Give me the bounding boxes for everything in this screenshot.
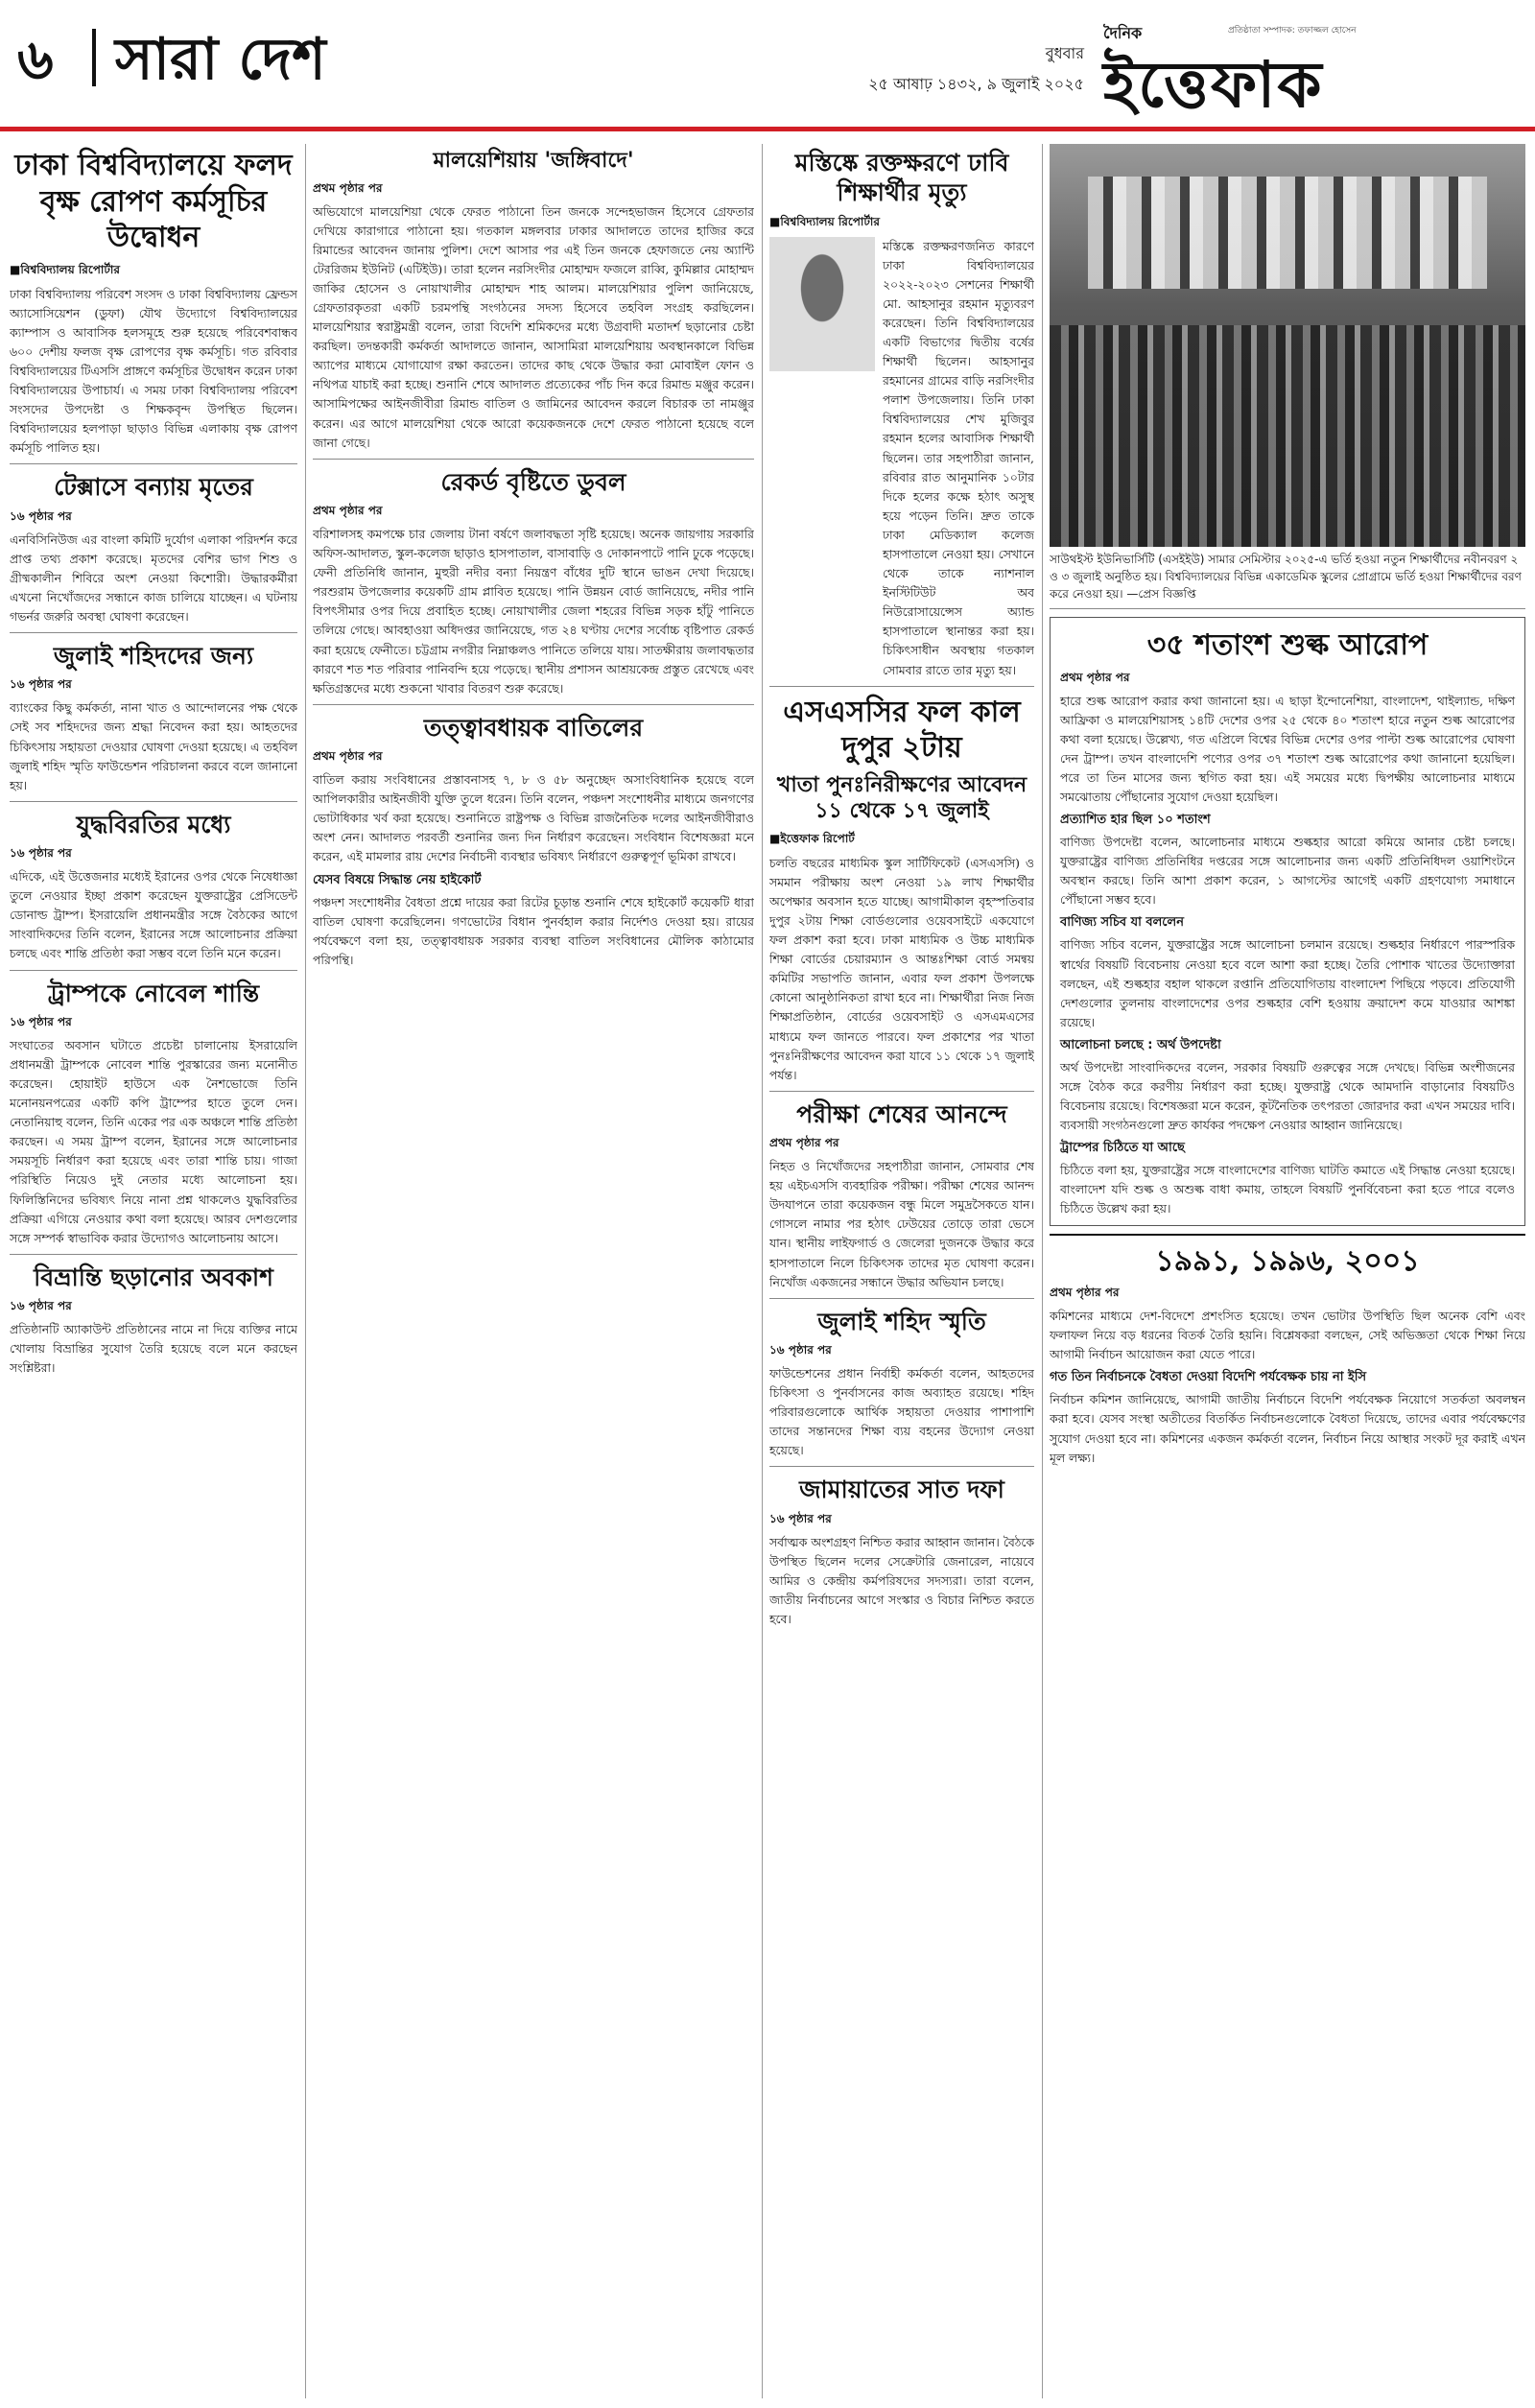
story-body: সংঘাতের অবসান ঘটাতে প্রচেষ্টা চালানোয় ইসরায়েলি প্রধানমন্ত্রী ট্রাম্পকে নোবেল শান্তি পুরস্কারের জন্য মনোনীত করেছেন। হোয়াইট হাউসে এক নৈশভোজে তিনি মনোনয়নপত্রের একটি কপি ট্রাম্পের হাতে তুলে দেন। নেতানিয়াহু বলেন, তিনি একের পর এক অঞ্চলে শান্তি প্রতিষ্ঠা করছেন। এ সময় ট্রাম্প বলেন, ইরানের সঙ্গে আলোচনার সময়সূচি নির্ধারণ করা হয়েছে এবং তারা শান্তি চায়। গাজা পরিস্থিতি নিয়েও দুই নেতার মধ্যে আলোচনা হয়। ফিলিস্তিনিদের ভবিষ্যৎ নিয়ে নানা প্রশ্ন থাকলেও যুদ্ধবিরতির প্রক্রিয়া এগিয়ে নেওয়ার কথা বলা হয়েছে। আরব দেশগুলোর সঙ্গে সম্পর্ক স্বাভাবিক করার উদ্যোগও আলোচনায় আসে। — [10, 1037, 297, 1245]
headline: তত্ত্বাবধায়ক বাতিলের — [423, 713, 644, 742]
event-photo — [1050, 144, 1525, 547]
story-july-martyrs — [10, 641, 297, 802]
column-rule — [1042, 144, 1043, 2398]
page-number: ৬ — [17, 27, 54, 92]
date: ২৫ আষাঢ় ১৪৩২, ৯ জুলাই ২০২৫ — [868, 75, 1084, 93]
logo-small-text: দৈনিক — [1103, 24, 1143, 42]
column-3 — [769, 144, 1034, 2398]
byline: ■ বিশ্ববিদ্যালয় রিপোর্টার — [769, 214, 1034, 233]
story-malaysia-militancy — [313, 148, 754, 460]
subhead: গত তিন নির্বাচনকে বৈধতা দেওয়া বিদেশি পর্যবেক্ষক চায় না ইসি — [1050, 1370, 1367, 1385]
story-record-rain — [313, 467, 754, 705]
photo-stage — [1088, 177, 1488, 290]
story-body-2: পঞ্চদশ সংশোধনীর বৈধতা প্রশ্নে দায়ের করা রিটের চূড়ান্ত শুনানি শেষে হাইকোর্ট কয়েকটি ধারা বাতিল ঘোষণা করেছিলেন। গণভোটের বিধান পুনর্বহাল করার নির্দেশও দেওয়া হয়। রায়ের পর্যবেক্ষণে বলা হয়, তত্ত্বাবধায়ক সরকার ব্যবস্থা বাতিল সংবিধানের মৌলিক কাঠামোর পরিপন্থি। — [313, 894, 754, 967]
column-rule — [762, 144, 763, 2398]
story-body-5: চিঠিতে বলা হয়, যুক্তরাষ্ট্রের সঙ্গে বাংলাদেশের বাণিজ্য ঘাটতি কমাতে এই সিদ্ধান্ত নেওয়া হয়েছে। বাংলাদেশ যদি শুল্ক ও অশুল্ক বাধা কমায়, তাহলে বিষয়টি পুনর্বিবেচনা করা হতে পারে বলেও চিঠিতে উল্লেখ করা হয়। — [1060, 1163, 1515, 1216]
continued-from: প্রথম পৃষ্ঠার পর — [313, 503, 383, 517]
story-body: চলতি বছরের মাধ্যমিক স্কুল সার্টিফিকেট (এসএসসি) ও সমমান পরীক্ষায় অংশ নেওয়া ১৯ লাখ শিক্ষার্থীর অপেক্ষার অবসান হতে যাচ্ছে। আগামীকাল বৃহস্পতিবার দুপুর ২টায় শিক্ষা বোর্ডগুলোর ওয়েবসাইটে একযোগে ফল প্রকাশ করা হবে। ঢাকা মাধ্যমিক ও উচ্চ মাধ্যমিক শিক্ষা বোর্ডের চেয়ারম্যান ও আন্তঃশিক্ষা বোর্ড সমন্বয় কমিটির সভাপতি জানান, এবার ফল প্রকাশ উপলক্ষে কোনো আনুষ্ঠানিকতা রাখা হবে না। শিক্ষার্থীরা নিজ নিজ শিক্ষাপ্রতিষ্ঠান, বোর্ডের ওয়েবসাইট ও এসএমএসের মাধ্যমে ফল জানতে পারবে। ফল প্রকাশের পর খাতা পুনঃনিরীক্ষণের আবেদন করা যাবে ১১ থেকে ১৭ জুলাই পর্যন্ত। — [769, 855, 1034, 1082]
story-body-3: বাণিজ্য সচিব বলেন, যুক্তরাষ্ট্রের সঙ্গে আলোচনা চলমান রয়েছে। শুল্কহার নির্ধারণে পারস্পরিক স্বার্থের বিষয়টি বিবেচনায় নেওয়া হবে বলে আশা করা হচ্ছে। তৈরি পোশাক খাতের উদ্যোক্তারা বলছেন, এই শুল্কহার বহাল থাকলে রপ্তানি প্রতিযোগিতায় বাংলাদেশ পিছিয়ে পড়বে। প্রতিযোগী দেশগুলোর তুলনায় বাংলাদেশের ওপর শুল্কহার বেশি হওয়ায় ক্রয়াদেশ কমে যাওয়ার আশঙ্কা রয়েছে। — [1060, 937, 1515, 1029]
story-body: ব্যাংকের কিছু কর্মকর্তা, নানা খাত ও আন্দোলনের পক্ষ থেকে সেই সব শহিদদের জন্য শ্রদ্ধা নিবেদন করা হয়। আহতদের চিকিৎসায় সহায়তা দেওয়ার ঘোষণা দেওয়া হয়েছে। এ তহবিল জুলাই শহিদ স্মৃতি ফাউন্ডেশন পরিচালনা করবে বলে জানানো হয়। — [10, 700, 297, 792]
headline: পরীক্ষা শেষের আনন্দে — [796, 1099, 1007, 1128]
story-body: হারে শুল্ক আরোপ করার কথা জানানো হয়। এ ছাড়া ইন্দোনেশিয়া, বাংলাদেশ, থাইল্যান্ড, দক্ষিণ আফ্রিকা ও মালয়েশিয়াসহ ১৪টি দেশের ওপর ২৫ থেকে ৪০ শতাংশ হারে নতুন শুল্ক আরোপের কথা বলা হয়েছে। উল্লেখ্য, গত এপ্রিলে বিশ্বের বিভিন্ন দেশের ওপর পাল্টা শুল্ক আরোপের ঘোষণা দেন ট্রাম্প। তখন বাংলাদেশি পণ্যের ওপর ৩৭ শতাংশ শুল্ক আরোপের কথা জানানো হয়েছিল। পরে তা তিন মাসের জন্য স্থগিত করা হয়। এই সময়ের মধ্যে দ্বিপক্ষীয় আলোচনার মাধ্যমে সমঝোতায় পৌঁছানোর সুযোগ দেওয়া হয়েছিল। — [1060, 693, 1515, 804]
story-trump-nobel — [10, 979, 297, 1255]
masthead-red-rule — [0, 127, 1535, 131]
story-body: অভিযোগে মালয়েশিয়া থেকে ফেরত পাঠানো তিন জনকে সন্দেহভাজন হিসেবে গ্রেফতার দেখিয়ে কারাগারে পাঠানো হয়। গতকাল মঙ্গলবার ঢাকার আদালতে তাদের হাজির করে রিমান্ডের আবেদন জানায় পুলিশ। দেশে আসার পর এই তিন জনকে হেফাজতে নেয় অ্যান্টি টেররিজম ইউনিট (এটিইউ)। তারা হলেন নরসিংদীর মোহাম্মদ ফজলে রাব্বি, কুমিল্লার মোহাম্মদ জাকির হোসেন ও নোয়াখালীর মোহাম্মদ শাহ আলম। মালয়েশিয়ার পুলিশ জানিয়েছে, গ্রেফতারকৃতরা একটি চরমপন্থি সংগঠনের সদস্য হিসেবে তহবিল সংগ্রহ করছিলেন। মালয়েশিয়ার স্বরাষ্ট্রমন্ত্রী বলেন, তারা বিদেশি শ্রমিকদের মধ্যে উগ্রবাদী মতাদর্শ ছড়ানোর চেষ্টা করছিল। তদন্তকারী কর্মকর্তা আদালতে জানান, আসামিরা মালয়েশিয়ায় অবস্থানকালে বিভিন্ন অ্যাপের মাধ্যমে যোগাযোগ রক্ষা করতেন। তাদের কাছ থেকে উদ্ধার করা মোবাইল ফোন ও নথিপত্র যাচাই করা হচ্ছে। শুনানি শেষে আদালত প্রত্যেকের পাঁচ দিন করে রিমান্ড মঞ্জুর করেন। আসামিপক্ষের আইনজীবীরা রিমান্ড বাতিল ও জামিনের আবেদন করলে বিচারক তা নামঞ্জুর করেন। এর আগে মালয়েশিয়া থেকে আরো কয়েকজনকে দেশে ফেরত পাঠানো হয়েছে বলে জানা গেছে। — [313, 203, 754, 450]
story-body: কমিশনের মাধ্যমে দেশ-বিদেশে প্রশংসিত হয়েছে। তখন ভোটার উপস্থিতি ছিল অনেক বেশি এবং ফলাফল নিয়ে বড় ধরনের বিতর্ক তৈরি হয়নি। বিশ্লেষকরা বলছেন, সেই অভিজ্ঞতা থেকে শিক্ষা নিয়ে আগামী নির্বাচন আয়োজন করা যেতে পারে। — [1050, 1309, 1525, 1362]
byline: ■ ইত্তেফাক রিপোর্ট — [769, 831, 1034, 850]
continued-from: প্রথম পৃষ্ঠার পর — [769, 1136, 839, 1150]
story-lead — [769, 237, 1034, 680]
story-body-2: বাণিজ্য উপদেষ্টা বলেন, আলোচনার মাধ্যমে শুল্কহার আরো কমিয়ে আনার চেষ্টা চলছে। যুক্তরাষ্ট্রের বাণিজ্য প্রতিনিধির দপ্তরের সঙ্গে আলোচনার জন্য একটি প্রতিনিধিদল ওয়াশিংটনে অবস্থান করছে। তিনি আশা প্রকাশ করেন, ১ আগস্টের আগেই একটি গ্রহণযোগ্য সমাধানে পৌঁছানো সম্ভব হবে। — [1060, 835, 1515, 908]
subheadline: খাতা পুনঃনিরীক্ষণের আবেদন ১১ থেকে ১৭ জুলাই — [776, 771, 1027, 824]
subhead: প্রত্যাশিত হার ছিল ১০ শতাংশ — [1060, 813, 1211, 828]
logo-main-text: ইত্তেফাক — [1103, 47, 1324, 122]
subhead: যেসব বিষয়ে সিদ্ধান্ত নেয় হাইকোর্ট — [313, 872, 482, 887]
story-caretaker — [313, 713, 754, 976]
story-body-2: নির্বাচন কমিশন জানিয়েছে, আগামী জাতীয় নির্বাচনে বিদেশি পর্যবেক্ষক নিয়োগে সতর্কতা অবলম্বন করা হবে। যেসব সংস্থা অতীতের বিতর্কিত নির্বাচনগুলোকে বৈধতা দিয়েছে, তাদের এবার পর্যবেক্ষণের সুযোগ দেওয়া হবে না। কমিশনের একজন কর্মকর্তা বলেন, নির্বাচন নিয়ে আস্থার সংকট দূর করাই এখন মূল লক্ষ্য। — [1050, 1392, 1525, 1465]
continued-from: ১৬ পৃষ্ঠার পর — [10, 508, 72, 523]
headline: ৩৫ শতাংশ শুল্ক আরোপ — [1146, 628, 1429, 662]
story-misinformation — [10, 1263, 297, 1384]
column-2 — [313, 144, 754, 2398]
story-body: নিহত ও নিখোঁজদের সহপাঠীরা জানান, সোমবার শেষ হয় এইচএসসি ব্যবহারিক পরীক্ষা। পরীক্ষা শেষের আনন্দ উদযাপনে তারা কয়েকজন বন্ধু মিলে সমুদ্রসৈকতে যান। গোসলে নামার পর হঠাৎ ঢেউয়ের তোড়ে তারা ভেসে যান। স্থানীয় লাইফগার্ড ও জেলেরা দুজনকে উদ্ধার করে হাসপাতালে নিলে চিকিৎসক তাদের মৃত ঘোষণা করেন। নিখোঁজ একজনের সন্ধানে উদ্ধার অভিযান চলছে। — [769, 1159, 1034, 1289]
story-body: মস্তিষ্কে রক্তক্ষরণজনিত কারণে ঢাকা বিশ্ববিদ্যালয়ের ২০২২-২০২৩ সেশনের শিক্ষার্থী মো. আহসানুর রহমান মৃত্যুবরণ করেছেন। তিনি বিশ্ববিদ্যালয়ের একটি বিভাগের দ্বিতীয় বর্ষের শিক্ষার্থী ছিলেন। আহসানুর রহমানের গ্রামের বাড়ি নরসিংদীর পলাশ উপজেলায়। তিনি ঢাকা বিশ্ববিদ্যালয়ের শেখ মুজিবুর রহমান হলের আবাসিক শিক্ষার্থী ছিলেন। তার সহপাঠীরা জানান, রবিবার রাত আনুমানিক ১০টার দিকে হলের কক্ষে হঠাৎ অসুস্থ হয়ে পড়েন তিনি। দ্রুত তাকে ঢাকা মেডিক্যাল কলেজ হাসপাতালে নেওয়া হয়। সেখানে থেকে তাকে ন্যাশনাল ইনস্টিটিউট অব নিউরোসায়েন্সেস অ্যান্ড হাসপাতালে স্থানান্তর করা হয়। চিকিৎসাধীন অবস্থায় গতকাল সোমবার রাতে তার মৃত্যু হয়। — [883, 238, 1034, 677]
story-body: বাতিল করায় সংবিধানের প্রস্তাবনাসহ ৭, ৮ ও ৫৮ অনুচ্ছেদ অসাংবিধানিক হয়েছে বলে আপিলকারীর আইনজীবী যুক্তি তুলে ধরেন। তিনি বলেন, পঞ্চদশ সংশোধনীর মাধ্যমে জনগণের ভোটাধিকার খর্ব করা হয়েছে। শুনানিতে রাষ্ট্রপক্ষ ও বিভিন্ন রাজনৈতিক দলের আইনজীবীরাও অংশ নেন। আদালত পরবর্তী শুনানির জন্য দিন নির্ধারণ করেছেন। সংবিধান বিশেষজ্ঞরা মনে করেন, এই মামলার রায় দেশের নির্বাচনী ব্যবস্থার ভবিষ্যৎ নির্ধারণে গুরুত্বপূর্ণ ভূমিকা রাখবে। — [313, 772, 754, 864]
continued-from: ১৬ পৃষ্ঠার পর — [10, 1299, 72, 1313]
story-du-student-death — [769, 148, 1034, 687]
masthead-divider — [92, 29, 96, 86]
weekday: বুধবার — [1045, 44, 1084, 62]
student-photo — [769, 237, 875, 371]
photo-audience — [1050, 325, 1525, 547]
continued-from: ১৬ পৃষ্ঠার পর — [10, 1014, 72, 1028]
byline: ■ বিশ্ববিদ্যালয় রিপোর্টার — [10, 262, 297, 281]
continued-from: প্রথম পৃষ্ঠার পর — [1060, 670, 1130, 684]
story-july-memorial — [769, 1307, 1034, 1468]
headline: জামায়াতের সাত দফা — [799, 1475, 1004, 1504]
subhead: ট্রাম্পের চিঠিতে যা আছে — [1060, 1141, 1185, 1156]
continued-from: ১৬ পৃষ্ঠার পর — [769, 1511, 832, 1525]
masthead — [0, 0, 1535, 139]
issue-date — [868, 38, 1084, 100]
continued-from: প্রথম পৃষ্ঠার পর — [313, 749, 383, 764]
story-body: বরিশালসহ কমপক্ষে চার জেলায় টানা বর্ষণে জলাবদ্ধতা সৃষ্টি হয়েছে। অনেক জায়গায় সরকারি অফিস-আদালত, স্কুল-কলেজ ছাড়াও হাসপাতাল, বাসাবাড়ি ও দোকানপাটে পানি ঢুকে পড়েছে। ফেনী প্রতিনিধি জানান, মুহুরী নদীর বন্যা নিয়ন্ত্রণ বাঁধের দুটি স্থানে ভাঙন দেখা দিয়েছে। পরশুরাম উপজেলার কয়েকটি গ্রাম প্লাবিত হয়েছে। পানি উন্নয়ন বোর্ড জানিয়েছে, নদীর পানি বিপৎসীমার ওপর দিয়ে প্রবাহিত হচ্ছে। নোয়াখালীর জেলা শহরের বিভিন্ন সড়ক হাঁটু পানিতে তলিয়ে গেছে। আবহাওয়া অধিদপ্তর জানিয়েছে, গত ২৪ ঘণ্টায় দেশের সর্বোচ্চ বৃষ্টিপাত রেকর্ড করা হয়েছে ফেনীতে। চট্টগ্রাম নগরীর নিম্নাঞ্চলও পানিতে তলিয়ে যায়। সাতক্ষীরায় জলাবদ্ধতার কারণে শত শত পরিবার পানিবন্দি হয়ে পড়েছে। স্থানীয় প্রশাসন আশ্রয়কেন্দ্র প্রস্তুত রেখেছে এবং ক্ষতিগ্রস্তদের মধ্যে শুকনো খাবার বিতরণ শুরু করেছে। — [313, 526, 754, 696]
story-body: এদিকে, এই উত্তেজনার মধ্যেই ইরানের ওপর থেকে নিষেধাজ্ঞা তুলে নেওয়ার ইচ্ছা প্রকাশ করেছেন যুক্তরাষ্ট্রের প্রেসিডেন্ট ডোনাল্ড ট্রাম্প। ইসরায়েলি প্রধানমন্ত্রীর সঙ্গে বৈঠকের আগে সাংবাদিকদের তিনি বলেন, ইরানের সঙ্গে আলোচনার প্রক্রিয়া চলছে এবং শান্তি প্রতিষ্ঠা করা সম্ভব বলে তিনি মনে করেন। — [10, 869, 297, 961]
column-1 — [10, 144, 297, 2398]
story-body: প্রতিষ্ঠানটি অ্যাকাউন্ট প্রতিষ্ঠানের নামে না দিয়ে ব্যক্তির নামে খোলায় বিভ্রান্তির সুযোগ তৈরি হয়েছে বলে মনে করছেন সংশ্লিষ্টরা। — [10, 1322, 297, 1376]
story-body: ফাউন্ডেশনের প্রধান নির্বাহী কর্মকর্তা বলেন, আহতদের চিকিৎসা ও পুনর্বাসনের কাজ অব্যাহত রয়েছে। শহিদ পরিবারগুলোকে আর্থিক সহায়তা দেওয়ার পাশাপাশি তাদের সন্তানদের শিক্ষা ব্যয় বহনের উদ্যোগ নেওয়া হয়েছে। — [769, 1365, 1034, 1458]
story-body: ঢাকা বিশ্ববিদ্যালয় পরিবেশ সংসদ ও ঢাকা বিশ্ববিদ্যালয় ফ্রেন্ডস অ্যাসোসিয়েশন (ডুফা) যৌথ উদ্যোগে বিশ্ববিদ্যালয়ের ক্যাম্পাস ও আবাসিক হলসমূহে শুরু হয়েছে পরিবেশবান্ধব ৬০০ দেশীয় ফলজ বৃক্ষ রোপণের বৃক্ষ কর্মসূচি। গত রবিবার বিশ্ববিদ্যালয়ের টিএসসি প্রাঙ্গণে কর্মসূচির উদ্বোধন করেন ঢাকা বিশ্ববিদ্যালয়ের উপাচার্য। এ সময় ঢাকা বিশ্ববিদ্যালয় পরিবেশ সংসদের উপদেষ্টা ও শিক্ষকবৃন্দ উপস্থিত ছিলেন। বিশ্ববিদ্যালয়ের হলপাড়া ছাড়াও বিভিন্ন এলাকায় বৃক্ষ রোপণ কর্মসূচি পালিত হয়। — [10, 286, 297, 456]
continued-from: ১৬ পৃষ্ঠার পর — [10, 677, 72, 692]
story-tariff — [1050, 617, 1525, 1226]
story-elections — [1050, 1234, 1525, 1474]
headline: ১৯৯১, ১৯৯৬, ২০০১ — [1155, 1243, 1420, 1278]
headline: টেক্সাসে বন্যায় মৃতের — [54, 473, 253, 502]
story-jamaat-demands — [769, 1475, 1034, 1635]
column-rule — [305, 144, 306, 2398]
headline: মস্তিষ্কে রক্তক্ষরণে ঢাবি শিক্ষার্থীর মৃত্যু — [794, 149, 1009, 207]
story-body: এনবিসিনিউজ এর বাংলা কমিটি দুর্যোগ এলাকা পরিদর্শন করে প্রাপ্ত তথ্য প্রকাশ করেছে। মৃতদের বেশির ভাগ শিশু ও গ্রীষ্মকালীন শিবিরে অংশ নেওয়া কিশোরী। উদ্ধারকর্মীরা এখনো নিখোঁজদের সন্ধানে কাজ চালিয়ে যাচ্ছেন। এ ঘটনায় গভর্নর জরুরি অবস্থা ঘোষণা করেছেন। — [10, 531, 297, 624]
headline: ঢাকা বিশ্ববিদ্যালয়ে ফলদ বৃক্ষ রোপণ কর্মসূচির উদ্বোধন — [14, 149, 293, 254]
section-title: সারা দেশ — [115, 26, 326, 93]
continued-from: ১৬ পৃষ্ঠার পর — [10, 846, 72, 861]
story-body-4: অর্থ উপদেষ্টা সাংবাদিকদের বলেন, সরকার বিষয়টি গুরুত্বের সঙ্গে দেখছে। বিভিন্ন অংশীজনের সঙ্গে বৈঠক করে করণীয় নির্ধারণ করা হচ্ছে। যুক্তরাষ্ট্র থেকে আমদানি বাড়ানোর বিষয়টিও বিবেচনায় রয়েছে। বিশেষজ্ঞরা মনে করেন, কূটনৈতিক তৎপরতা জোরদার করা এখন সময়ের দাবি। ব্যবসায়ী সংগঠনগুলো দ্রুত কার্যকর পদক্ষেপ নেওয়ার আহ্বান জানিয়েছে। — [1060, 1059, 1515, 1133]
story-body: সর্বাত্মক অংশগ্রহণ নিশ্চিত করার আহ্বান জানান। বৈঠকে উপস্থিত ছিলেন দলের সেক্রেটারি জেনারেল, নায়েবে আমির ও কেন্দ্রীয় কর্মপরিষদের সদস্যরা। তারা বলেন, জাতীয় নির্বাচনের আগে সংস্কার ও বিচার নিশ্চিত করতে হবে। — [769, 1534, 1034, 1627]
story-ssc-results — [769, 695, 1034, 1092]
logo-tagline: প্রতিষ্ঠাতা সম্পাদক: তফাজ্জল হোসেন — [1228, 26, 1357, 35]
story-ceasefire — [10, 810, 297, 971]
story-du-tree-planting — [10, 148, 297, 464]
story-texas-flood — [10, 472, 297, 633]
headline: মালয়েশিয়ায় 'জঙ্গিবাদে' — [433, 148, 634, 173]
continued-from: প্রথম পৃষ্ঠার পর — [1050, 1286, 1120, 1300]
headline: এসএসসির ফল কাল দুপুর ২টায় — [783, 695, 1021, 766]
photo-story-seu — [1050, 144, 1525, 609]
continued-from: প্রথম পৃষ্ঠার পর — [313, 180, 383, 195]
subhead: আলোচনা চলছে : অর্থ উপদেষ্টা — [1060, 1037, 1221, 1052]
photo-caption: সাউথইস্ট ইউনিভার্সিটি (এসইইউ) সামার সেমিস্টার ২০২৫-এ ভর্তি হওয়া নতুন শিক্ষার্থীদের নবীনবরণ ২ ও ৩ জুলাই অনুষ্ঠিত হয়। বিশ্ববিদ্যালয়ের বিভিন্ন একাডেমিক স্কুলের প্রোগ্রামে ভর্তি হওয়া শিক্ষার্থীদের বরণ করে নেওয়া হয়। —প্রেস বিজ্ঞপ্তি — [1050, 553, 1522, 601]
continued-from: ১৬ পৃষ্ঠার পর — [769, 1342, 832, 1357]
headline: বিভ্রান্তি ছড়ানোর অবকাশ — [34, 1263, 273, 1291]
headline: রেকর্ড বৃষ্টিতে ডুবল — [440, 467, 626, 496]
headline: ট্রাম্পকে নোবেল শান্তি — [47, 979, 260, 1007]
subhead: বাণিজ্য সচিব যা বললেন — [1060, 915, 1184, 931]
headline: জুলাই শহিদ স্মৃতি — [817, 1307, 986, 1335]
headline: যুদ্ধবিরতির মধ্যে — [76, 810, 231, 838]
headline: জুলাই শহিদদের জন্য — [53, 642, 254, 671]
column-4 — [1050, 144, 1525, 2398]
story-exam-joy — [769, 1099, 1034, 1299]
newspaper-logo — [1103, 17, 1506, 122]
